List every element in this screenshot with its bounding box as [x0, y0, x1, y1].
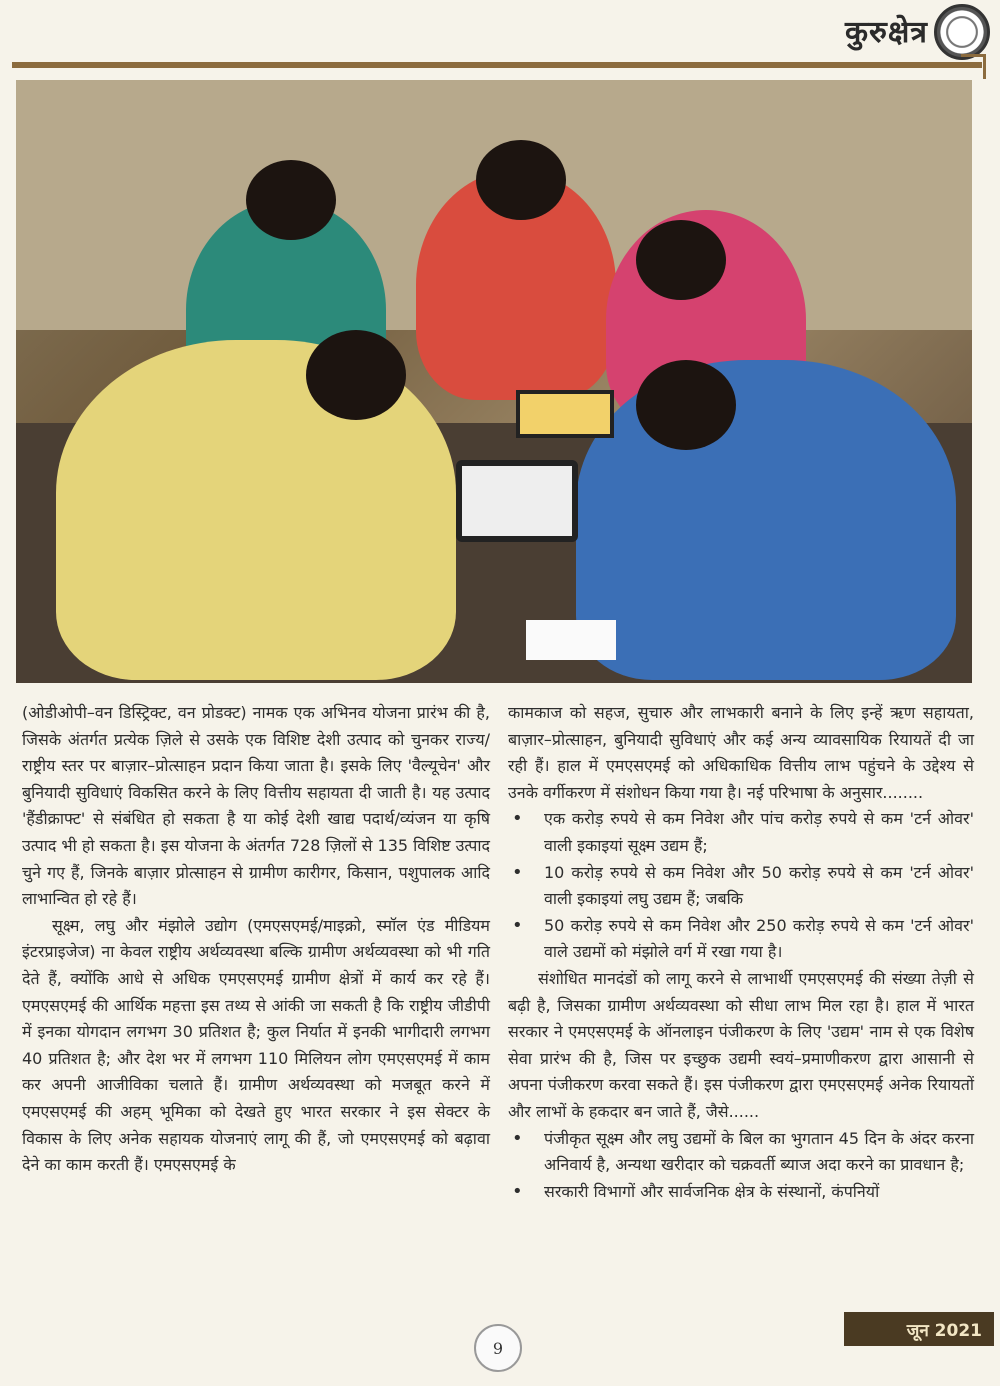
list-item: • पंजीकृत सूक्ष्म और लघु उद्यमों के बिल का भुगतान 45 दिन के अंदर करना अनिवार्य है, अन्यथा खरीदार को चक्रवर्ती ब्याज अदा करने का प्रावधान है; [508, 1126, 974, 1179]
paragraph: संशोधित मानदंडों को लागू करने से लाभार्थी एमएसएमई की संख्या तेज़ी से बढ़ी है, जिसका ग्रामीण अर्थव्यवस्था को सीधा लाभ मिल रहा है। हाल में भारत सरकार ने एमएसएमई के ऑनलाइन पंजीकरण के लिए 'उद्यम' नाम से एक विशेष सेवा प्रारंभ की है, जिस पर इच्छुक उद्यमी स्वयं–प्रमाणीकरण द्वारा आसानी से अपना पंजीकरण करवा सकते हैं। इस पंजीकरण द्वारा एमएसएमई अनेक रियायतों और लाभों के हकदार बन जाते हैं, जैसे...... [508, 968, 974, 1121]
photo-card [526, 620, 616, 660]
list-item: • एक करोड़ रुपये से कम निवेश और पांच करोड़ रुपये से कम 'टर्न ओवर' वाली इकाइयां सूक्ष्म उद्यम हैं; [508, 806, 974, 859]
magazine-emblem-icon [934, 4, 990, 60]
photo-head [476, 140, 566, 220]
list-item: • सरकारी विभागों और सार्वजनिक क्षेत्र के संस्थानों, कंपनियों [508, 1179, 974, 1206]
magazine-masthead: कुरुक्षेत्र [844, 15, 928, 50]
article-left-column [22, 700, 490, 1179]
bullet-list [508, 1126, 974, 1206]
bullet-list [508, 806, 974, 966]
photo-head [636, 220, 726, 300]
header-rule [12, 62, 982, 68]
photo-person [576, 360, 956, 680]
paragraph: सूक्ष्म, लघु और मंझोले उद्योग (एमएसएमई/माइक्रो, स्मॉल एंड मीडियम इंटरप्राइजेज) ना केवल राष्ट्रीय अर्थव्यवस्था बल्कि ग्रामीण अर्थव्यवस्था को भी गति देते हैं, क्योंकि आधे से अधिक एमएसएमई ग्रामीण क्षेत्रों में कार्य कर रहे हैं। एमएसएमई की आर्थिक महत्ता इस तथ्य से आंकी जा सकती है कि राष्ट्रीय जीडीपी में इनका योगदान लगभग 30 प्रतिशत है; कुल निर्यात में इनकी भागीदारी लगभग 40 प्रतिशत है; और देश भर में लगभग 110 मिलियन लोग एमएसएमई में काम कर अपनी आजीविका चलाते हैं। ग्रामीण अर्थव्यवस्था को मजबूत करने में एमएसएमई की अहम् भूमिका को देखते हुए भारत सरकार ने इस सेक्टर के विकास के लिए अनेक सहायक योजनाएं लागू की हैं, जो एमएसएमई को बढ़ावा देने का काम करती हैं। एमएसएमई के [22, 915, 490, 1175]
list-item: • 50 करोड़ रुपये से कम निवेश और 250 करोड़ रुपये से कम 'टर्न ओवर' वाले उद्यमों को मंझोले वर्ग में रखा गया है। [508, 913, 974, 966]
photo-tablet [456, 460, 578, 542]
photo-head [636, 360, 736, 450]
photo-head [306, 330, 406, 420]
page-header [0, 0, 1000, 80]
article-right-column [508, 700, 974, 1205]
paragraph: कामकाज को सहज, सुचारु और लाभकारी बनाने के लिए इन्हें ऋण सहायता, बाज़ार–प्रोत्साहन, बुनियादी सुविधाएं और कई अन्य व्यावसायिक रियायतें दी जा रही हैं। हाल में एमएसएमई को अधिकाधिक वित्तीय लाभ पहुंचने के उद्देश्य से उनके वर्गीकरण में संशोधन किया गया है। नई परिभाषा के अनुसार........ [508, 703, 974, 802]
page-number: 9 [474, 1324, 522, 1372]
photo-tablet [516, 390, 614, 438]
photo-head [246, 160, 336, 240]
article-photo [16, 80, 972, 683]
paragraph: (ओडीओपी–वन डिस्ट्रिक्ट, वन प्रोडक्ट) नामक एक अभिनव योजना प्रारंभ की है, जिसके अंतर्गत प्रत्येक ज़िले से उसके एक विशिष्ट देशी उत्पाद को चुनकर राज्य/राष्ट्रीय स्तर पर बाज़ार–प्रोत्साहन प्रदान किया जाता है। इसके लिए 'वैल्यूचेन' और बुनियादी सुविधाएं विकसित करने के लिए वित्तीय सहायता दी जाती है। यह उत्पाद 'हैंडीक्राफ्ट' से संबंधित हो सकता है या कोई देशी खाद्य पदार्थ/व्यंजन या कृषि उत्पाद भी हो सकता है। इस योजना के अंतर्गत 728 ज़िलों से 135 विशिष्ट उत्पाद चुने गए हैं, जिनके बाज़ार प्रोत्साहन से ग्रामीण कारीगर, किसान, पशुपालक आदि लाभान्वित हो रहे हैं। [22, 703, 490, 909]
issue-date: जून 2021 [844, 1312, 994, 1346]
list-item: • 10 करोड़ रुपये से कम निवेश और 50 करोड़ रुपये से कम 'टर्न ओवर' वाली इकाइयां लघु उद्यम हैं; जबकि [508, 860, 974, 913]
